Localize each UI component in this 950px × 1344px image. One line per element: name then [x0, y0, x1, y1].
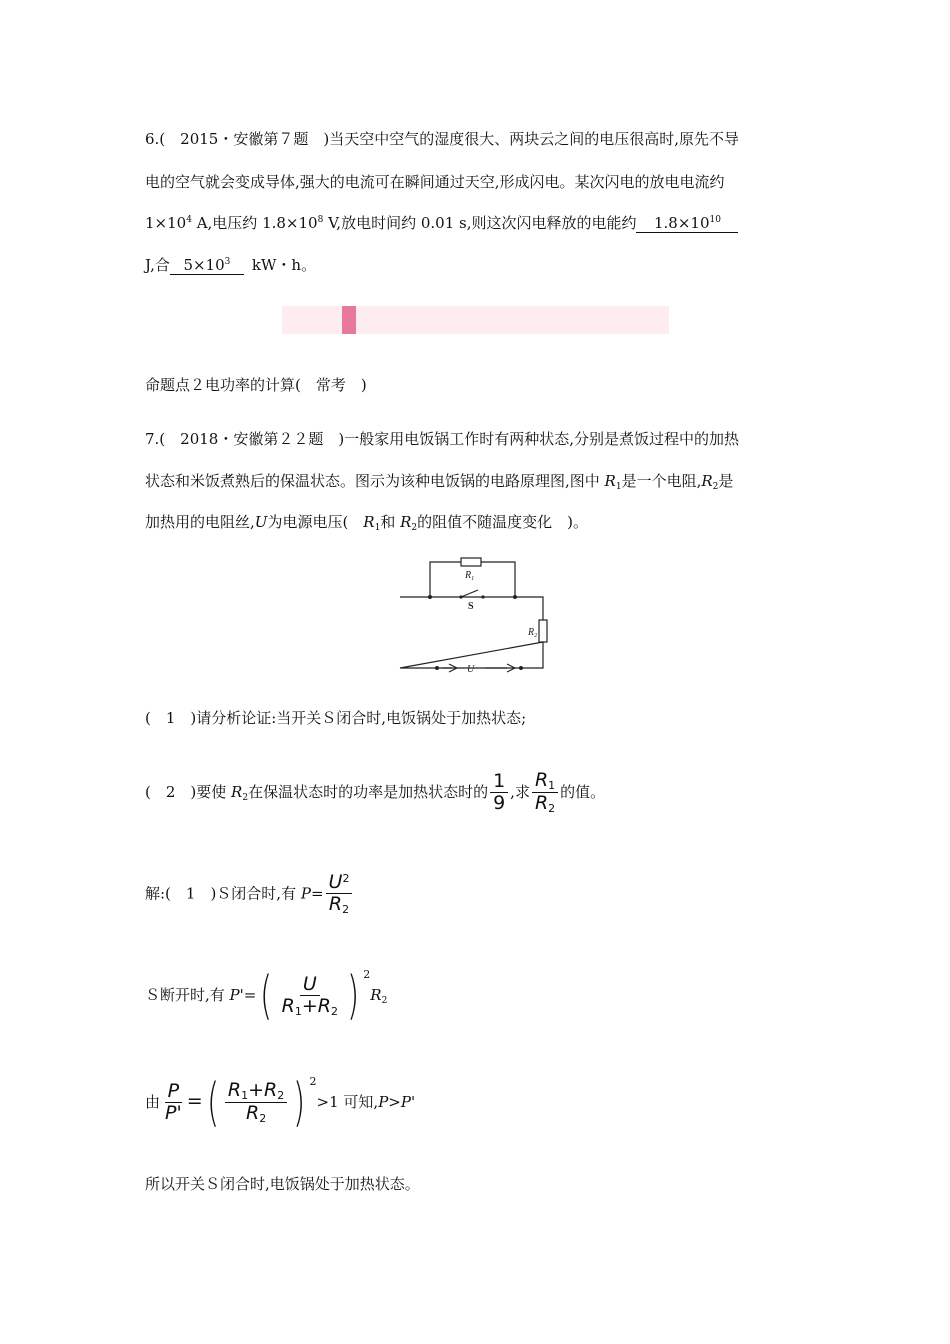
denominator: 9	[493, 791, 506, 814]
label-r2: $R_2$	[528, 627, 538, 639]
symbol-u: U	[254, 513, 268, 531]
solution-line-2	[145, 966, 388, 1026]
q7-text: ,求	[510, 782, 530, 801]
symbol-r: R	[245, 1102, 260, 1125]
symbol-p: P	[300, 884, 311, 903]
subscript: 2	[330, 1004, 338, 1018]
q7-text: ( 2 )要使	[145, 782, 232, 801]
section-title: 命题点２电功率的计算( 常考 )	[145, 376, 367, 394]
symbol-u: U	[302, 972, 317, 995]
switch-contact	[481, 595, 484, 598]
fraction-p-pprime	[162, 1081, 185, 1125]
q7-text: 为电源电压(	[267, 513, 364, 531]
resistor-r2	[539, 620, 547, 642]
symbol-r: R	[604, 472, 616, 490]
left-paren: (	[260, 966, 273, 1026]
numerator: 1	[490, 771, 508, 793]
denominator	[162, 1103, 185, 1125]
equals: =	[243, 986, 257, 1004]
symbol-p-prime: P'	[165, 1102, 182, 1125]
solution-text: Ｓ断开时,有	[145, 986, 230, 1004]
q6-current-exp: 4	[186, 215, 192, 225]
q6-voltage: A,电压约 1.8×10	[191, 214, 318, 232]
section-banner-marker	[342, 306, 356, 334]
symbol-r: R	[534, 792, 549, 815]
q6-answer-energy-value: 1.8×10	[654, 214, 710, 232]
q6-answer-kwh-value: 5×10	[183, 256, 225, 274]
fraction-r1r2-r2	[225, 1080, 287, 1126]
symbol-r: R	[227, 1079, 242, 1102]
subscript: 1	[294, 1004, 302, 1018]
q6-answer-kwh-exp: 3	[224, 257, 231, 267]
solution-line-1	[145, 872, 354, 917]
subscript: 1	[241, 1089, 249, 1103]
q6-voltage-exp: 8	[317, 215, 324, 225]
numerator	[225, 1080, 287, 1103]
symbol-r: R	[264, 1079, 278, 1102]
q6-line-1: 6.( 2015・安徽第７题 )当天空中空气的湿度很大、两块云之间的电压很高时,原先不导	[145, 130, 739, 148]
subscript: 2	[712, 482, 719, 492]
numerator	[300, 974, 320, 996]
right-paren: )	[293, 1073, 306, 1133]
q6-answer-energy	[636, 214, 738, 233]
terminal-left	[435, 666, 439, 670]
subscript: 2	[342, 902, 350, 916]
subscript: 1	[548, 779, 556, 792]
subscript: 1	[374, 523, 381, 533]
q6-line-2: 电的空气就会变成导体,强大的电流可在瞬间通过天空,形成闪电。某次闪电的放电电流约	[145, 173, 725, 191]
solution-conclusion: P>P'	[378, 1093, 416, 1111]
q7-text: 状态和米饭煮熟后的保温状态。图示为该种电饭锅的电路原理图,图中	[145, 472, 605, 490]
denominator	[326, 894, 352, 917]
label-s: S	[468, 601, 474, 612]
subscript: 2	[381, 996, 388, 1006]
symbol-r: R	[317, 994, 331, 1017]
superscript: 2	[342, 872, 350, 885]
q7-text: 和	[380, 513, 401, 531]
plus: +	[301, 994, 318, 1017]
q7-line-3	[145, 511, 588, 533]
q6-answer-kwh	[170, 256, 244, 275]
label-r1: $R_1$	[465, 570, 475, 582]
superscript: 2	[309, 1075, 317, 1088]
symbol-r: R	[231, 782, 243, 801]
q7-text: 加热用的电阻丝,	[145, 513, 255, 531]
left-paren: (	[206, 1073, 219, 1133]
symbol-r: R	[400, 513, 412, 531]
subscript: 2	[548, 802, 556, 816]
numerator	[532, 770, 558, 793]
subscript: 2	[259, 1112, 267, 1126]
symbol-p: P	[167, 1080, 180, 1103]
switch-s	[461, 590, 478, 597]
q6-time: V,放电时间约 0.01 s,则这次闪电释放的电能约	[323, 214, 637, 232]
solution-text: >1 可知,	[316, 1093, 379, 1111]
symbol-p-prime: P'	[229, 986, 244, 1004]
q7-text: 的值。	[560, 782, 606, 801]
fraction-u-r1r2	[279, 974, 341, 1019]
plus: +	[248, 1079, 265, 1102]
q6-line-3	[145, 212, 738, 233]
junction-left	[428, 595, 432, 599]
fraction-one-ninth	[490, 771, 508, 815]
resistor-r1	[461, 558, 481, 566]
denominator	[243, 1103, 269, 1126]
symbol-r: R	[370, 986, 382, 1004]
q6-unit-kwh: kW・h。	[251, 256, 317, 274]
terminal-right	[519, 666, 523, 670]
subscript: 2	[242, 792, 249, 803]
solution-text: 由	[145, 1093, 161, 1111]
q6-answer-energy-exp: 10	[709, 215, 721, 225]
right-paren: )	[347, 966, 360, 1026]
symbol-r: R	[328, 892, 343, 915]
switch-pivot	[459, 595, 462, 598]
q7-text: 的阻值不随温度变化 )。	[417, 513, 588, 531]
solution-text: 解:( 1 )Ｓ闭合时,有	[145, 884, 301, 903]
circuit-diagram	[395, 552, 555, 674]
q6-line-4	[145, 254, 316, 275]
q6-unit-j: J,合	[145, 256, 170, 274]
q7-text: 是一个电阻,	[621, 472, 702, 490]
numerator	[326, 872, 353, 894]
solution-line-3	[145, 1073, 416, 1133]
symbol-r: R	[534, 769, 549, 791]
superscript: 2	[363, 968, 371, 981]
q7-sub-1: ( 1 )请分析论证:当开关Ｓ闭合时,电饭锅处于加热状态;	[145, 709, 527, 727]
numerator	[165, 1081, 182, 1103]
subscript: 1	[615, 482, 622, 492]
symbol-u: U	[328, 871, 343, 893]
fraction-u2-r2	[326, 872, 353, 917]
equals: =	[186, 1090, 203, 1112]
fraction-r1-r2	[532, 770, 558, 816]
denominator	[532, 793, 558, 816]
q7-line-2	[145, 470, 733, 492]
junction-right	[513, 595, 517, 599]
symbol-r: R	[281, 994, 295, 1017]
q6-current: 1×10	[145, 214, 187, 232]
symbol-r: R	[701, 472, 713, 490]
q7-text: 是	[718, 472, 734, 490]
denominator	[279, 996, 341, 1019]
q7-text: 在保温状态时的功率是加热状态时的	[248, 782, 489, 801]
subscript: 2	[411, 523, 418, 533]
symbol-r: R	[363, 513, 375, 531]
label-u: U	[467, 664, 475, 674]
solution-line-4: 所以开关Ｓ闭合时,电饭锅处于加热状态。	[145, 1175, 420, 1193]
equals: =	[310, 884, 324, 903]
q7-line-1: 7.( 2018・安徽第２２题 )一般家用电饭锅工作时有两种状态,分别是煮饭过程中的加热	[145, 430, 739, 448]
section-banner	[282, 306, 669, 334]
subscript: 2	[277, 1089, 285, 1103]
q7-sub-2	[145, 770, 605, 816]
